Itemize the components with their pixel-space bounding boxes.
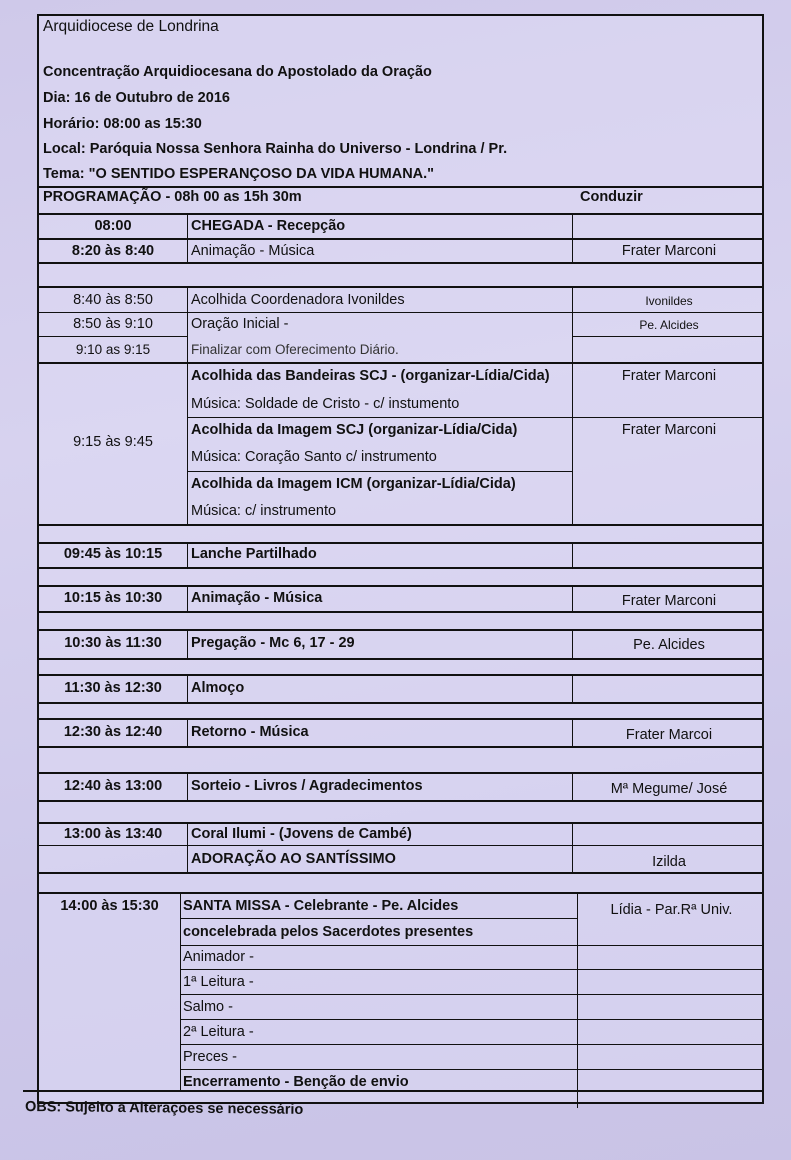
row-lead: Pe. Alcides — [639, 318, 699, 332]
row-time: 8:20 às 8:40 — [71, 243, 155, 259]
row-activity: Animação - Música — [191, 590, 323, 606]
row-activity: Pregação - Mc 6, 17 - 29 — [191, 635, 355, 651]
row-time: 12:30 às 12:40 — [63, 724, 163, 740]
row-time: 14:00 às 15:30 — [60, 898, 159, 914]
mass-item: Preces - — [183, 1049, 237, 1065]
mass-item: Animador - — [183, 949, 254, 965]
row-activity: CHEGADA - Recepção — [191, 218, 346, 234]
program-title: PROGRAMAÇÃO - 08h 00 as 15h 30m — [43, 189, 302, 205]
lead-column-header: Conduzir — [580, 189, 643, 205]
row-activity: Coral Ilumi - (Jovens de Cambé) — [191, 826, 412, 842]
row-lead: Ivonildes — [645, 294, 693, 308]
row-activity: Acolhida Coordenadora Ivonildes — [191, 292, 405, 308]
row-lead: Mª Megume/ José — [610, 781, 728, 797]
event-theme: Tema: "O SENTIDO ESPERANÇOSO DA VIDA HUMANA." — [43, 166, 435, 182]
row-activity: Almoço — [191, 680, 245, 696]
activity-music: Música: c/ instrumento — [191, 503, 337, 519]
event-name: Concentração Arquidiocesana do Apostolado da Oração — [43, 64, 432, 80]
footnote: OBS: Sujeito a Alterações se necessário — [24, 1099, 304, 1118]
row-lead: Frater Marconi — [621, 593, 717, 609]
row-lead: Frater Marconi — [621, 422, 717, 438]
row-time: 11:30 às 12:30 — [64, 680, 162, 696]
mass-item: 1ª Leitura - — [183, 974, 254, 990]
row-time: 13:00 às 13:40 — [63, 826, 163, 842]
row-activity: Sorteio - Livros / Agradecimentos — [191, 778, 423, 794]
row-lead: Frater Marcoi — [625, 727, 713, 743]
mass-lead: Lídia - Par.Rª Univ. — [610, 902, 733, 918]
mass-title: SANTA MISSA - Celebrante - Pe. Alcides — [183, 898, 459, 914]
row-time: 8:50 às 9:10 — [73, 316, 153, 332]
schedule-document — [24, 14, 764, 1118]
event-location: Local: Paróquia Nossa Senhora Rainha do Universo - Londrina / Pr. — [43, 141, 508, 157]
row-activity: Animação - Música — [191, 243, 315, 259]
row-time: 12:40 às 13:00 — [63, 778, 163, 794]
event-date: Dia: 16 de Outubro de 2016 — [43, 90, 230, 106]
mass-subtitle: concelebrada pelos Sacerdotes presentes — [183, 924, 474, 940]
activity-music: Música: Coração Santo c/ instrumento — [191, 449, 437, 465]
row-activity: Finalizar com Oferecimento Diário. — [191, 342, 399, 357]
row-time: 10:30 às 11:30 — [64, 635, 162, 651]
row-lead: Izilda — [652, 854, 686, 870]
row-time: 8:40 às 8:50 — [73, 292, 153, 308]
row-time: 9:15 às 9:45 — [73, 434, 153, 450]
event-hours: Horário: 08:00 as 15:30 — [43, 116, 202, 132]
row-time: 08:00 — [94, 218, 132, 234]
activity-title: Acolhida da Imagem ICM (organizar-Lídia/Cida) — [191, 476, 516, 492]
mass-item: Encerramento - Benção de envio — [183, 1074, 409, 1090]
row-lead: Frater Marconi — [621, 243, 717, 259]
row-activity: ADORAÇÃO AO SANTÍSSIMO — [191, 851, 396, 867]
org-name: Arquidiocese de Londrina — [43, 18, 219, 35]
activity-title: Acolhida da Imagem SCJ (organizar-Lídia/Cida) — [191, 422, 518, 438]
mass-item: Salmo - — [183, 999, 233, 1015]
row-time: 9:10 as 9:15 — [75, 342, 151, 357]
row-lead: Frater Marconi — [621, 368, 717, 384]
row-activity: Lanche Partilhado — [191, 546, 317, 562]
row-activity: Oração Inicial - — [191, 316, 289, 332]
row-activity: Retorno - Música — [191, 724, 309, 740]
row-lead: Pe. Alcides — [633, 637, 705, 653]
activity-title: Acolhida das Bandeiras SCJ - (organizar-Lídia/Cida) — [191, 368, 550, 384]
mass-item: 2ª Leitura - — [183, 1024, 254, 1040]
activity-music: Música: Soldade de Cristo - c/ instumento — [191, 396, 460, 412]
row-time: 10:15 às 10:30 — [63, 590, 163, 606]
row-time: 09:45 às 10:15 — [63, 546, 163, 562]
